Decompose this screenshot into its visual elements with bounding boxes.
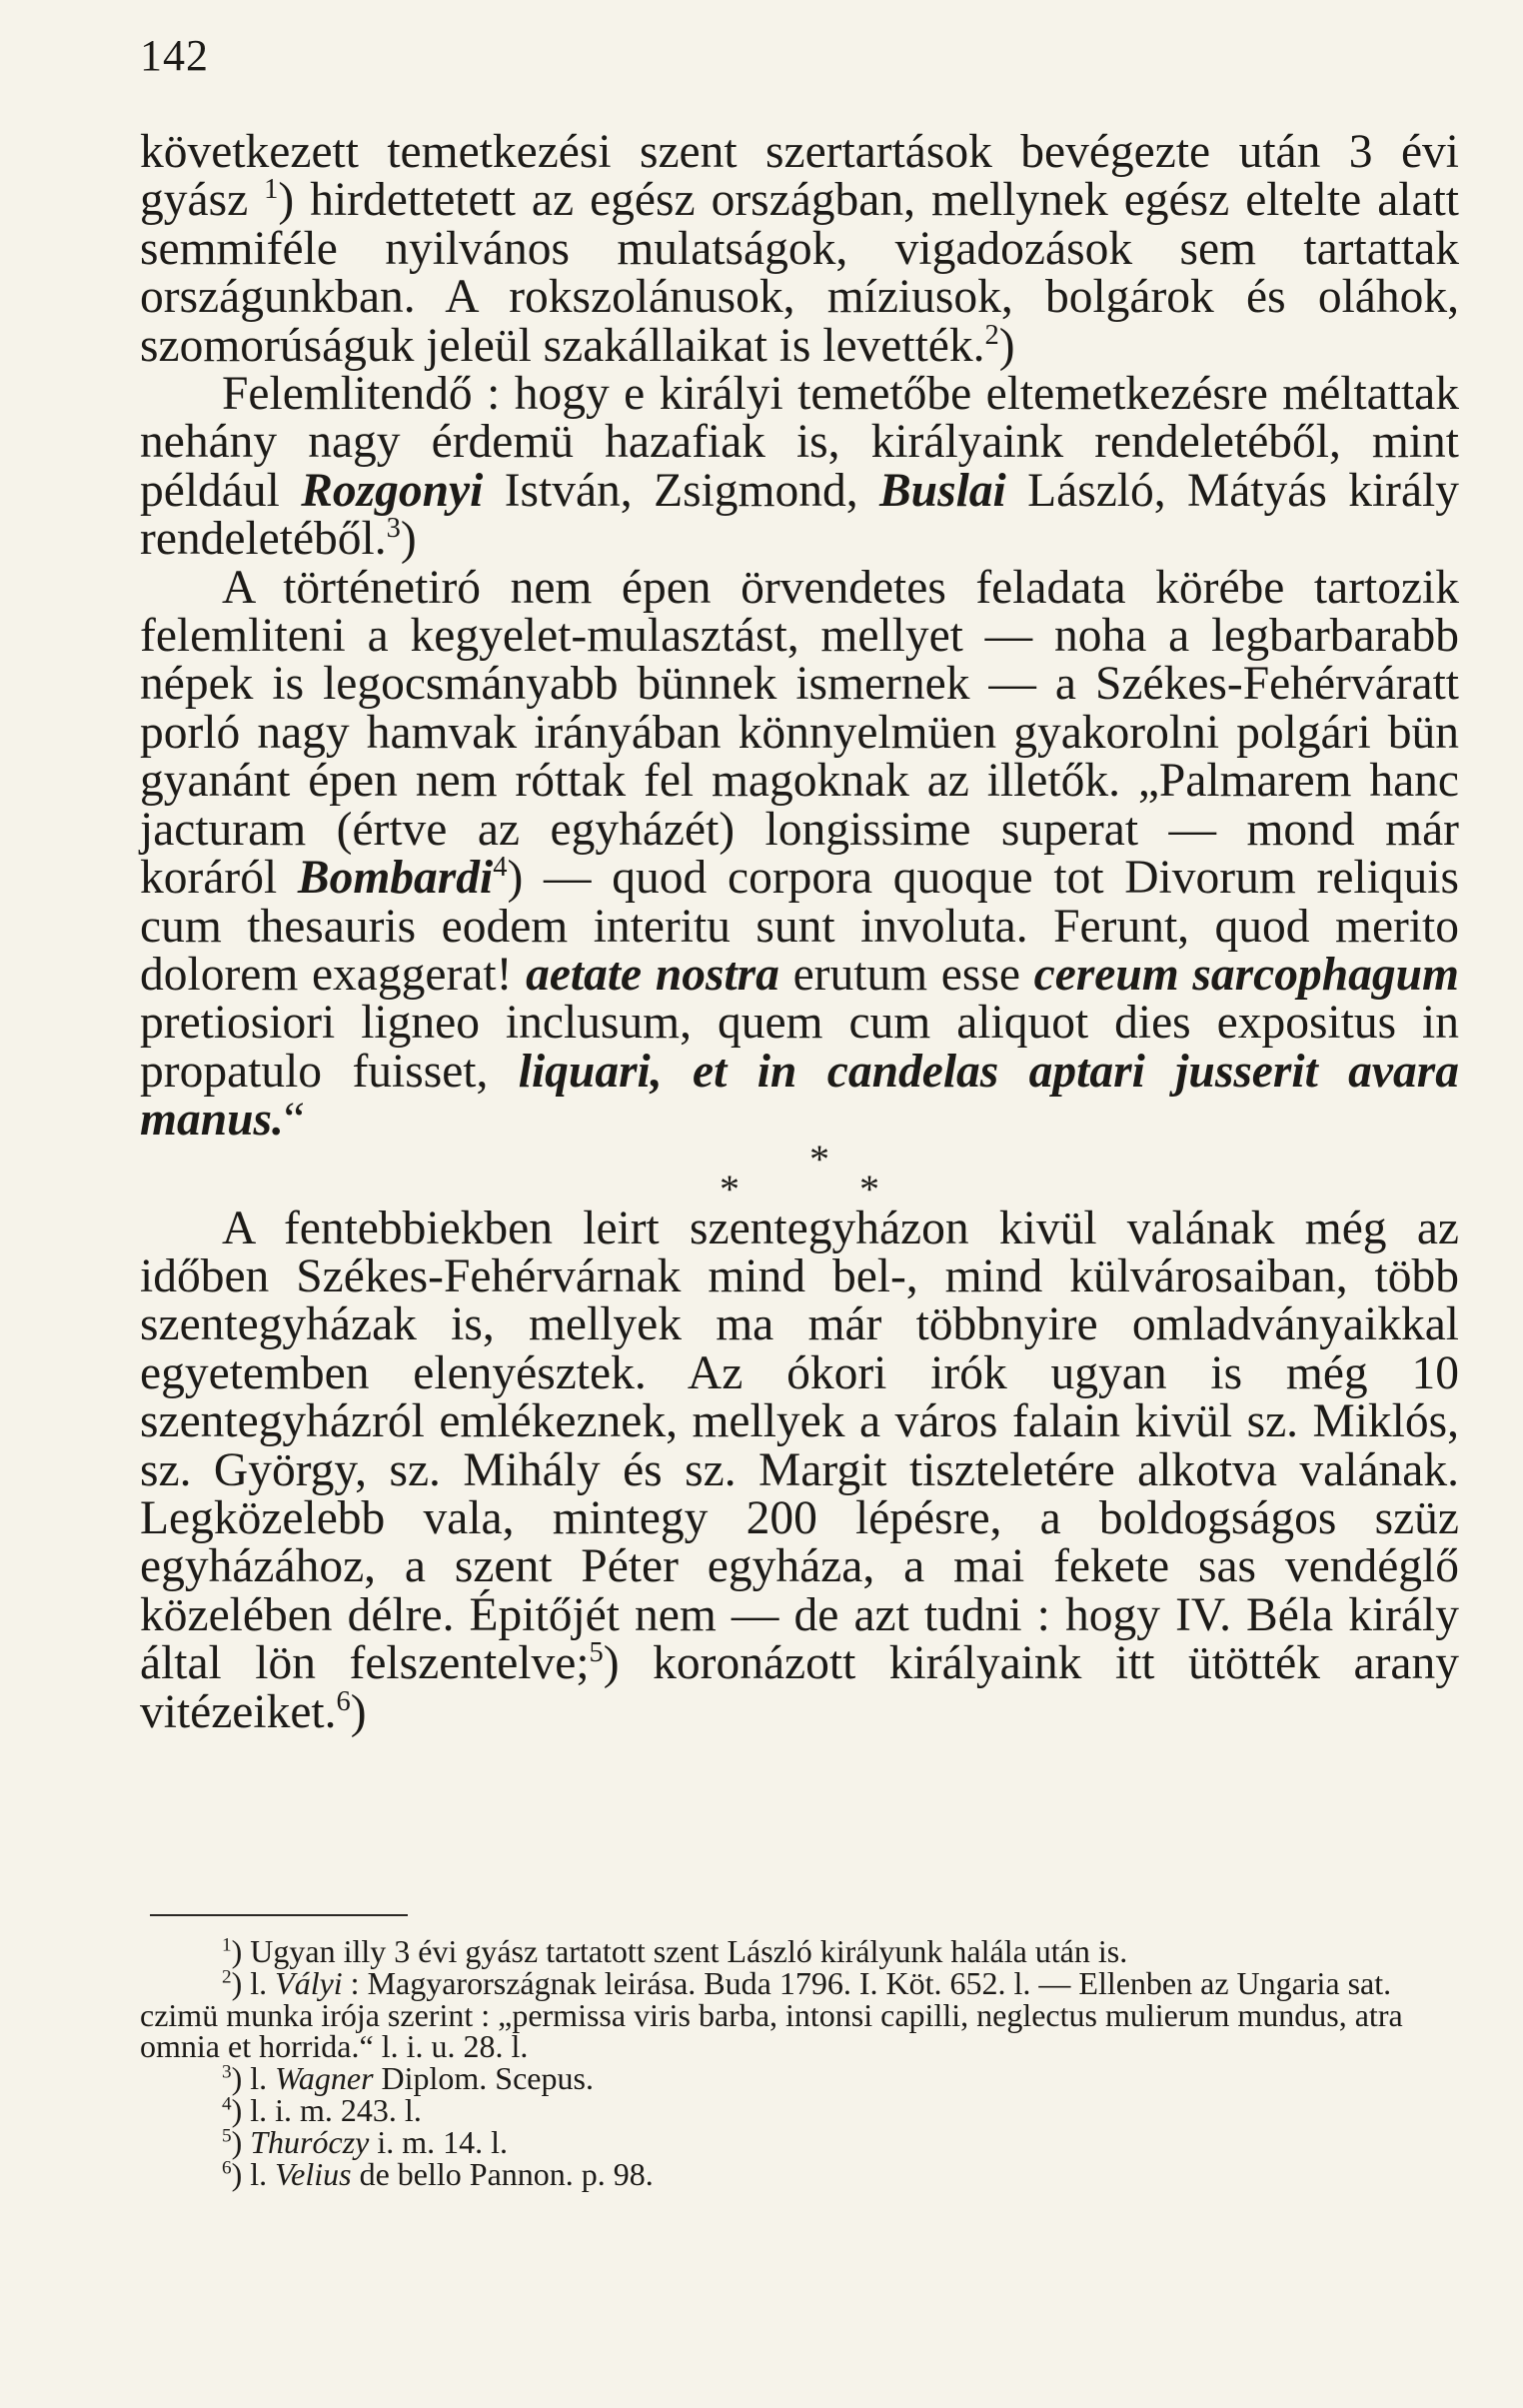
asterisk-right: * <box>859 1166 879 1211</box>
footnote-text: ) l. <box>231 2060 276 2097</box>
footnote-ref-3: 3 <box>386 513 401 545</box>
text-run: ) koronázott királyaink itt ütötték arany vitézeiket. <box>140 1637 1459 1738</box>
paragraph-2 <box>140 370 1459 564</box>
footnote-text: ) <box>231 2123 251 2160</box>
text-run: ) — quod corpora quoque tot Divorum reliquis cum thesauris eodem interitu sunt involuta. Ferunt, quod merito dolorem exaggerat! <box>140 852 1459 1001</box>
paragraph-3 <box>140 561 1459 1147</box>
footnote-text: ) l. i. m. 243. l. <box>231 2091 422 2128</box>
text-run: pretiosiori ligneo inclusum, quem cum aliquot dies expositus in propatulo fuisset, <box>140 997 1459 1098</box>
text-run: “ <box>283 1094 305 1147</box>
paragraph-1 <box>140 128 1459 370</box>
text-run: ) <box>998 319 1015 372</box>
text-run: István, Zsigmond, <box>483 464 879 517</box>
footnote-ref-6: 6 <box>336 1685 351 1717</box>
footnote-ref-5: 5 <box>589 1637 604 1669</box>
footnote-3 <box>140 2060 1469 2097</box>
page-number: 142 <box>140 31 209 80</box>
asterisk-left: * <box>720 1166 740 1211</box>
italic-phrase: liquari, et in candelas aptari jusserit avara manus. <box>140 1045 1459 1147</box>
text-run: ) <box>350 1685 367 1738</box>
italic-phrase: aetate nostra <box>526 948 779 1001</box>
italic-name: Rozgonyi <box>301 464 484 517</box>
text-run: ) <box>400 513 417 566</box>
footnote-author: Vályi <box>275 1964 343 2001</box>
footnote-number: 1 <box>222 1934 232 1956</box>
main-text <box>140 128 1459 1736</box>
footnote-2 <box>140 1964 1469 2065</box>
footnote-author: Thuróczy <box>250 2123 370 2160</box>
footnote-ref-4: 4 <box>493 852 508 884</box>
asterisk-top: * <box>809 1136 829 1182</box>
text-run: ) hirdettetett az egész országban, mellynek egész eltelte alatt semmiféle nyilvános mulatságok, vigadozások sem tartattak országunkban. A rokszolánusok, míziusok, bolgárok és oláhok, szomorúságuk jeleül szakállaikat is levették. <box>140 174 1459 372</box>
text-run: erutum esse <box>778 948 1034 1001</box>
footnote-text: i. m. 14. l. <box>369 2123 509 2160</box>
footnote-6 <box>140 2155 1469 2192</box>
footnote-text: ) l. <box>231 1964 276 2001</box>
footnote-text: Diplom. Scepus. <box>373 2060 594 2097</box>
footnote-ref-1: 1 <box>264 174 279 206</box>
text-run: László, Mátyás király rendeletéből. <box>140 464 1459 566</box>
footnote-number: 5 <box>222 2125 232 2147</box>
text-run: A fentebbiekben leirt szentegyházon kivül valának még az időben Székes-Fehérvárnak mind bel-, mind külvárosaiban, több szentegyházak is, mellyek ma már többnyire omladványaikkal egyetemben elenyésztek. Az ókori irók ugyan is még 10 szentegyházról emlékeznek, mellyek a város falain kivül sz. Miklós, sz. György, sz. Mihály és sz. Margit tiszteletére alkotva valának. Legközelebb vala, mintegy 200 lépésre, a boldogságos szüz egyházához, a szent Péter egyháza, a mai fekete sas vendéglő közelében délre. Épitőjét nem — de azt tudni : hogy IV. Béla király által lön felszentelve; <box>140 1202 1459 1690</box>
footnote-text: ) Ugyan illy 3 évi gyász tartatott szent László királyunk halála után is. <box>231 1933 1128 1969</box>
footnote-text: ) l. <box>231 2155 276 2192</box>
paragraph-4 <box>140 1204 1459 1736</box>
footnote-number: 6 <box>222 2156 232 2178</box>
asterisk-row <box>140 1166 1459 1211</box>
footnote-number: 3 <box>222 2061 232 2083</box>
text-run: következett temetkezési szent szertartások bevégezte után 3 évi gyász <box>140 126 1459 227</box>
text-run: A történetiró nem épen örvendetes feladata körébe tartozik felemliteni a kegyelet-mulasztást, mellyet — noha a legbarbarabb népek is legocsmányabb bünnek ismernek — a Székes-Fehérváratt porló nagy hamvak irányában könnyelmüen gyakorolni polgári bün gyanánt épen nem róttak fel magoknak az illetők. „Palmarem hanc jacturam (értve az egyházét) longissime superat — mond már koráról <box>140 561 1459 905</box>
italic-name: Bombardi <box>297 852 494 905</box>
footnote-4 <box>140 2091 1469 2128</box>
text-run: Felemlitendő : hogy e királyi temetőbe eltemetkezésre méltattak nehány nagy érdemü hazafiak is, királyaink rendeletéből, mint például <box>140 368 1459 517</box>
footnote-number: 4 <box>222 2093 232 2115</box>
footnote-text: : Magyarországnak leirása. Buda 1796. I. Köt. 652. l. — Ellenben az Ungaria sat. czimü munka irója szerint : „permissa viris barba, intonsi capilli, neglectus mulierum mundus, atra omnia et horrida.“ l. i. u. 28. l. <box>140 1964 1403 2065</box>
footnotes <box>140 1933 1469 2192</box>
section-separator <box>140 1136 1459 1211</box>
italic-name: Buslai <box>878 464 1006 517</box>
footnote-ref-2: 2 <box>984 319 999 351</box>
italic-phrase: cereum sarcophagum <box>1033 948 1459 1001</box>
footnote-5 <box>140 2123 1469 2160</box>
footnote-1 <box>140 1933 1469 1969</box>
footnote-text: de bello Pannon. p. 98. <box>351 2155 654 2192</box>
footnote-author: Velius <box>275 2155 352 2192</box>
footnote-divider <box>150 1914 408 1916</box>
footnote-number: 2 <box>222 1966 232 1988</box>
footnote-author: Wagner <box>275 2060 374 2097</box>
